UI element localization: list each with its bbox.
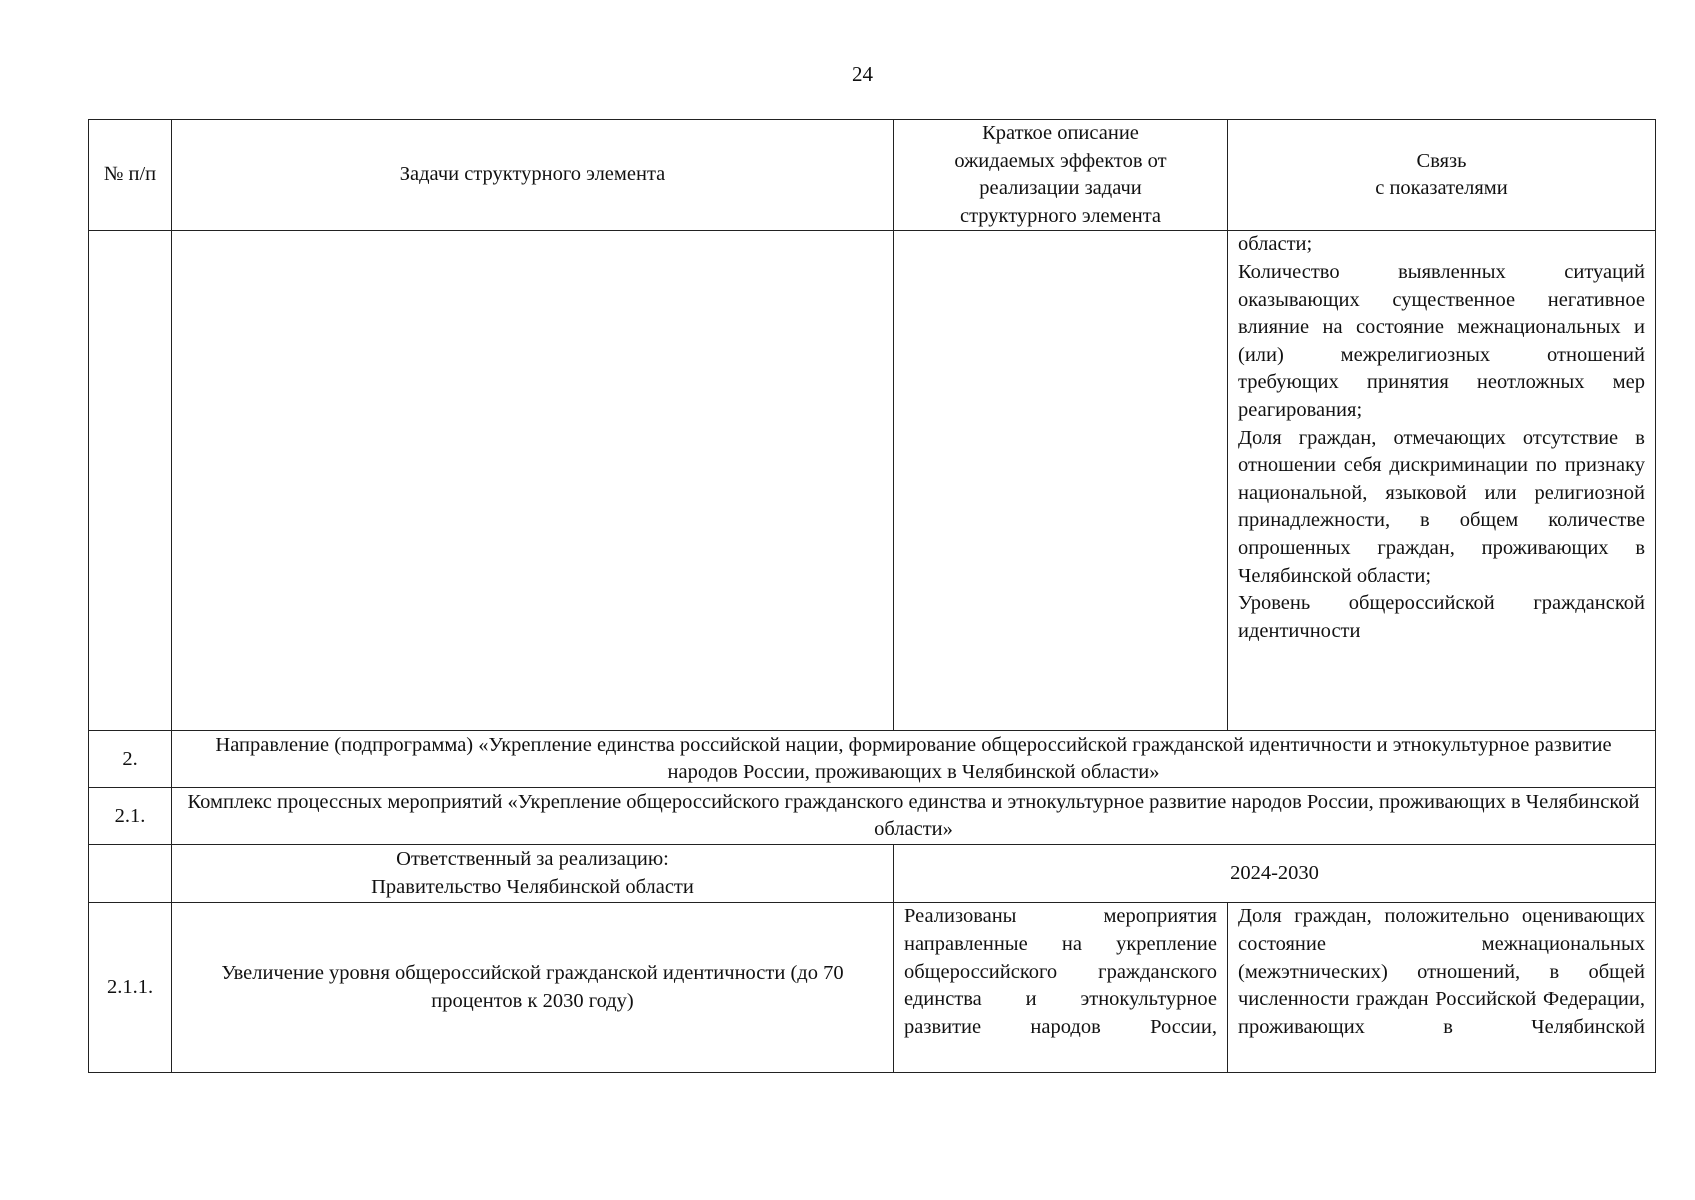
page-number: 24	[852, 62, 873, 86]
direction-title: Направление (подпрограмма) «Укрепление единства российской нации, формирование общероссийской гражданской идентичности и этнокультурное развитие народов России, проживающих в Челябинской области»	[172, 731, 1656, 788]
direction-row	[89, 731, 1656, 788]
header-effects	[894, 120, 1228, 231]
complex-number: 2.1.	[89, 788, 172, 845]
header-effects-line: структурного элемента	[959, 204, 1162, 227]
header-number: № п/п	[89, 120, 172, 231]
continuation-effects-cell	[894, 231, 1228, 731]
indicator-paragraph: Доля граждан, отмечающих отсутствие в отношении себя дискриминации по признаку национальной, языковой или религиозной принадлежности, в общем количестве опрошенных граждан, проживающих в Челябинской области;	[1238, 426, 1645, 587]
responsible-organization: Правительство Челябинской области	[371, 875, 694, 898]
header-effects-line: Краткое описание	[982, 122, 1139, 144]
responsible-label-line: Ответственный за реализацию:	[396, 848, 669, 871]
task-effects: Реализованы мероприятия направленные на укрепление общероссийского гражданского единства и этнокультурное развитие народов России,	[894, 903, 1228, 1073]
task-indicators: Доля граждан, положительно оценивающих состояние межнациональных (межэтнических) отношений, в общей численности граждан Российской Федерации, проживающих в Челябинской	[1228, 903, 1656, 1073]
header-effects-line: реализации задачи	[979, 177, 1142, 200]
task-number: 2.1.1.	[89, 903, 172, 1073]
task-text: Увеличение уровня общероссийской гражданской идентичности (до 70 процентов к 2030 году)	[172, 903, 894, 1073]
task-row	[89, 903, 1656, 1073]
continuation-number-cell	[89, 231, 172, 731]
responsible-number-cell	[89, 845, 172, 903]
header-effects-line: ожидаемых эффектов от	[954, 149, 1167, 172]
program-table	[88, 119, 1656, 1073]
header-indicators-line: с показателями	[1375, 177, 1508, 200]
responsible-row	[89, 845, 1656, 903]
complex-row	[89, 788, 1656, 845]
header-tasks: Задачи структурного элемента	[172, 120, 894, 231]
continuation-task-cell	[172, 231, 894, 731]
implementation-period: 2024-2030	[894, 845, 1656, 903]
continuation-indicators-cell	[1228, 231, 1656, 731]
direction-number: 2.	[89, 731, 172, 788]
table-header-row	[89, 120, 1656, 231]
indicator-paragraph: Уровень общероссийской гражданской идентичности	[1238, 592, 1645, 642]
responsible-label	[172, 845, 894, 903]
complex-title: Комплекс процессных мероприятий «Укрепление общероссийского гражданского единства и этнокультурное развитие народов России, проживающих в Челябинской области»	[172, 788, 1656, 845]
continuation-row	[89, 231, 1656, 731]
header-indicators	[1228, 120, 1656, 231]
indicator-paragraph: Количество выявленных ситуаций оказывающих существенное негативное влияние на состояние межнациональных и (или) межрелигиозных отношений требующих принятия неотложных мер реагирования;	[1238, 260, 1645, 421]
indicator-paragraph: области;	[1238, 233, 1313, 256]
header-indicators-line: Связь	[1416, 149, 1467, 172]
